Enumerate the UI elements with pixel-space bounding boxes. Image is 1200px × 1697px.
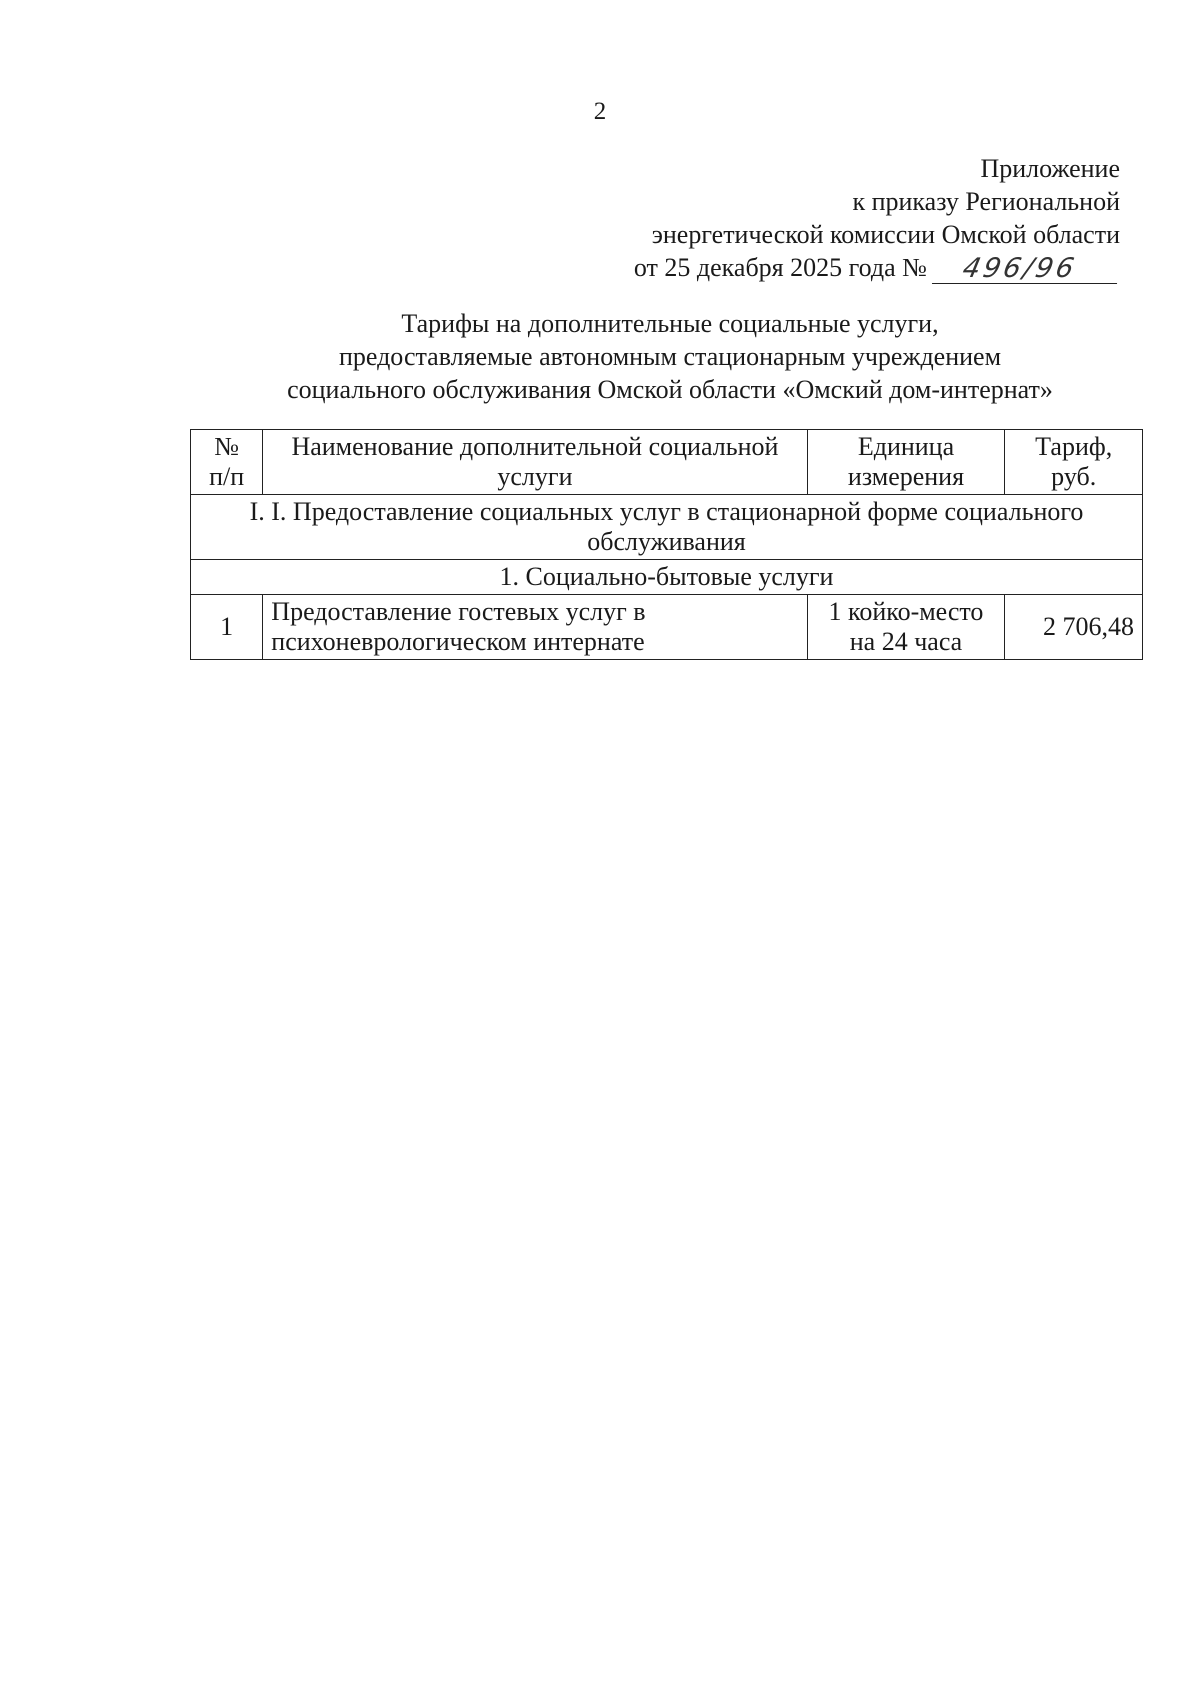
- page-number: 2: [593, 98, 607, 125]
- section-row: [191, 495, 1143, 560]
- row-unit-line-2: на 24 часа: [849, 627, 963, 656]
- appendix-commission: энергетической комиссии Омской области: [651, 220, 1120, 249]
- tariffs-table: [190, 429, 1143, 660]
- appendix-order-number: 496/96: [932, 255, 1123, 284]
- header-name-line-2: услуги: [497, 462, 573, 491]
- title-line-1: Тарифы на дополнительные социальные услуги,: [401, 309, 939, 338]
- header-num-line-2: п/п: [209, 462, 245, 491]
- header-num: [191, 430, 263, 495]
- subsection-cell: 1. Социально-бытовые услуги: [191, 560, 1143, 595]
- header-tariff-line-2: руб.: [1051, 462, 1097, 491]
- section-line-1: I. I. Предоставление социальных услуг в стационарной форме социального: [249, 497, 1084, 526]
- title-line-2: предоставляемые автономным стационарным учреждением: [338, 342, 1002, 371]
- appendix-block: [560, 152, 1120, 284]
- header-name: [263, 430, 807, 495]
- table-header-row: [191, 430, 1143, 495]
- header-unit-line-1: Единица: [857, 432, 955, 461]
- appendix-label: Приложение: [980, 154, 1120, 183]
- row-name: [263, 595, 807, 660]
- table-row: [191, 595, 1143, 660]
- subsection-row: [191, 560, 1143, 595]
- appendix-order-prefix: от 25 декабря 2025 года №: [633, 253, 927, 282]
- header-tariff-line-1: Тариф,: [1035, 432, 1113, 461]
- row-tariff: 2 706,48: [1005, 595, 1143, 660]
- row-num: 1: [191, 595, 263, 660]
- section-cell: [191, 495, 1143, 560]
- header-num-line-1: №: [214, 432, 240, 461]
- section-line-2: обслуживания: [587, 527, 746, 556]
- row-unit-line-1: 1 койко-место: [828, 597, 984, 626]
- header-unit-line-2: измерения: [847, 462, 965, 491]
- appendix-order-ref: к приказу Региональной: [852, 187, 1120, 216]
- row-name-line-1: Предоставление гостевых услуг в: [271, 597, 646, 626]
- header-unit: [807, 430, 1005, 495]
- header-tariff: [1005, 430, 1143, 495]
- appendix-order-line: [560, 251, 1120, 284]
- header-name-line-1: Наименование дополнительной социальной: [291, 432, 779, 461]
- title-line-3: социального обслуживания Омской области «Омский дом-интернат»: [287, 375, 1053, 404]
- document-title: [190, 307, 1150, 406]
- row-unit: [807, 595, 1005, 660]
- row-name-line-2: психоневрологическом интернате: [271, 627, 645, 656]
